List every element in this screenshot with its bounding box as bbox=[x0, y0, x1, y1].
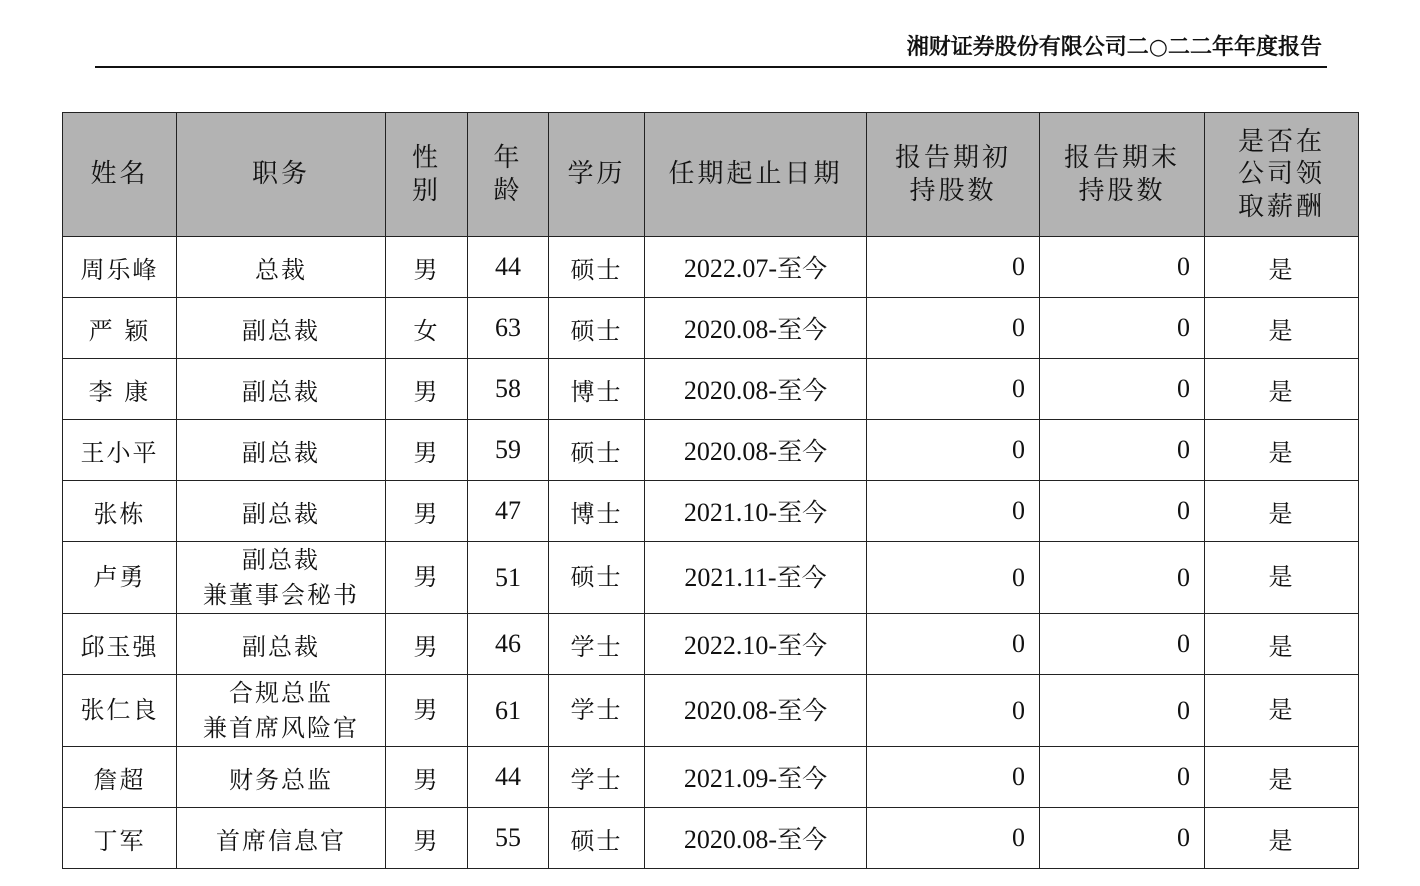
cell-gender: 男 bbox=[386, 542, 468, 614]
cell-education: 硕士 bbox=[549, 542, 645, 614]
cell-paid: 是 bbox=[1205, 481, 1359, 542]
cell-name: 王小平 bbox=[63, 420, 177, 481]
cell-education: 学士 bbox=[549, 614, 645, 675]
column-header-name: 姓名 bbox=[63, 113, 177, 237]
cell-shares-begin: 0 bbox=[867, 359, 1040, 420]
cell-age: 44 bbox=[468, 237, 549, 298]
table-row bbox=[63, 420, 1359, 481]
cell-shares-end: 0 bbox=[1040, 747, 1205, 808]
cell-shares-begin: 0 bbox=[867, 542, 1040, 614]
cell-age: 46 bbox=[468, 614, 549, 675]
report-header-title: 湘财证券股份有限公司二○二二年年度报告 bbox=[906, 34, 1322, 60]
cell-gender: 男 bbox=[386, 359, 468, 420]
cell-term: 2020.08-至今 bbox=[645, 359, 867, 420]
column-header-shares-begin: 报告期初 持股数 bbox=[867, 113, 1040, 237]
cell-age: 51 bbox=[468, 542, 549, 614]
cell-shares-end: 0 bbox=[1040, 808, 1205, 869]
cell-age: 59 bbox=[468, 420, 549, 481]
cell-education: 硕士 bbox=[549, 237, 645, 298]
cell-term: 2021.11-至今 bbox=[645, 542, 867, 614]
cell-position: 总裁 bbox=[177, 237, 386, 298]
cell-shares-begin: 0 bbox=[867, 237, 1040, 298]
cell-shares-end: 0 bbox=[1040, 298, 1205, 359]
table-header-row bbox=[63, 113, 1359, 237]
cell-education: 博士 bbox=[549, 359, 645, 420]
cell-position: 财务总监 bbox=[177, 747, 386, 808]
table-row bbox=[63, 359, 1359, 420]
cell-age: 58 bbox=[468, 359, 549, 420]
cell-gender: 男 bbox=[386, 614, 468, 675]
cell-term: 2020.08-至今 bbox=[645, 675, 867, 747]
cell-position: 首席信息官 bbox=[177, 808, 386, 869]
cell-shares-end: 0 bbox=[1040, 675, 1205, 747]
cell-education: 硕士 bbox=[549, 420, 645, 481]
cell-paid: 是 bbox=[1205, 808, 1359, 869]
cell-shares-end: 0 bbox=[1040, 481, 1205, 542]
column-header-position: 职务 bbox=[177, 113, 386, 237]
cell-education: 博士 bbox=[549, 481, 645, 542]
cell-age: 61 bbox=[468, 675, 549, 747]
cell-name: 周乐峰 bbox=[63, 237, 177, 298]
cell-position: 副总裁 bbox=[177, 481, 386, 542]
cell-position: 副总裁 兼董事会秘书 bbox=[177, 542, 386, 614]
cell-position: 副总裁 bbox=[177, 298, 386, 359]
cell-shares-end: 0 bbox=[1040, 420, 1205, 481]
table-row bbox=[63, 237, 1359, 298]
cell-name: 丁军 bbox=[63, 808, 177, 869]
table-row bbox=[63, 298, 1359, 359]
cell-position: 合规总监 兼首席风险官 bbox=[177, 675, 386, 747]
cell-shares-begin: 0 bbox=[867, 614, 1040, 675]
cell-name: 邱玉强 bbox=[63, 614, 177, 675]
cell-term: 2020.08-至今 bbox=[645, 808, 867, 869]
table-row bbox=[63, 675, 1359, 747]
cell-paid: 是 bbox=[1205, 675, 1359, 747]
cell-gender: 男 bbox=[386, 481, 468, 542]
cell-age: 63 bbox=[468, 298, 549, 359]
cell-paid: 是 bbox=[1205, 420, 1359, 481]
cell-gender: 男 bbox=[386, 675, 468, 747]
cell-age: 47 bbox=[468, 481, 549, 542]
cell-name: 严 颖 bbox=[63, 298, 177, 359]
cell-name: 卢勇 bbox=[63, 542, 177, 614]
column-header-education: 学历 bbox=[549, 113, 645, 237]
column-header-shares-end: 报告期末 持股数 bbox=[1040, 113, 1205, 237]
cell-shares-end: 0 bbox=[1040, 237, 1205, 298]
cell-term: 2020.08-至今 bbox=[645, 420, 867, 481]
cell-position: 副总裁 bbox=[177, 614, 386, 675]
cell-paid: 是 bbox=[1205, 542, 1359, 614]
cell-education: 学士 bbox=[549, 675, 645, 747]
cell-term: 2021.10-至今 bbox=[645, 481, 867, 542]
cell-paid: 是 bbox=[1205, 747, 1359, 808]
cell-term: 2021.09-至今 bbox=[645, 747, 867, 808]
cell-paid: 是 bbox=[1205, 237, 1359, 298]
cell-gender: 女 bbox=[386, 298, 468, 359]
cell-gender: 男 bbox=[386, 237, 468, 298]
table-header bbox=[63, 113, 1359, 237]
table-row bbox=[63, 481, 1359, 542]
cell-education: 硕士 bbox=[549, 298, 645, 359]
cell-paid: 是 bbox=[1205, 298, 1359, 359]
cell-name: 张仁良 bbox=[63, 675, 177, 747]
column-header-paid: 是否在 公司领 取薪酬 bbox=[1205, 113, 1359, 237]
column-header-gender: 性 别 bbox=[386, 113, 468, 237]
cell-gender: 男 bbox=[386, 747, 468, 808]
cell-shares-begin: 0 bbox=[867, 808, 1040, 869]
cell-term: 2020.08-至今 bbox=[645, 298, 867, 359]
table-row bbox=[63, 747, 1359, 808]
cell-shares-begin: 0 bbox=[867, 420, 1040, 481]
cell-gender: 男 bbox=[386, 808, 468, 869]
cell-age: 55 bbox=[468, 808, 549, 869]
cell-paid: 是 bbox=[1205, 359, 1359, 420]
cell-shares-end: 0 bbox=[1040, 542, 1205, 614]
cell-position: 副总裁 bbox=[177, 359, 386, 420]
cell-shares-begin: 0 bbox=[867, 298, 1040, 359]
table-row bbox=[63, 808, 1359, 869]
cell-shares-begin: 0 bbox=[867, 675, 1040, 747]
cell-shares-begin: 0 bbox=[867, 747, 1040, 808]
cell-name: 詹超 bbox=[63, 747, 177, 808]
column-header-term: 任期起止日期 bbox=[645, 113, 867, 237]
cell-shares-begin: 0 bbox=[867, 481, 1040, 542]
table-body bbox=[63, 237, 1359, 869]
cell-position: 副总裁 bbox=[177, 420, 386, 481]
cell-education: 学士 bbox=[549, 747, 645, 808]
cell-age: 44 bbox=[468, 747, 549, 808]
cell-name: 李 康 bbox=[63, 359, 177, 420]
cell-term: 2022.07-至今 bbox=[645, 237, 867, 298]
cell-paid: 是 bbox=[1205, 614, 1359, 675]
cell-gender: 男 bbox=[386, 420, 468, 481]
executive-table bbox=[62, 112, 1359, 869]
cell-name: 张栋 bbox=[63, 481, 177, 542]
cell-term: 2022.10-至今 bbox=[645, 614, 867, 675]
table-row bbox=[63, 542, 1359, 614]
table-row bbox=[63, 614, 1359, 675]
cell-shares-end: 0 bbox=[1040, 359, 1205, 420]
column-header-age: 年 龄 bbox=[468, 113, 549, 237]
cell-shares-end: 0 bbox=[1040, 614, 1205, 675]
header-rule bbox=[95, 66, 1327, 68]
cell-education: 硕士 bbox=[549, 808, 645, 869]
